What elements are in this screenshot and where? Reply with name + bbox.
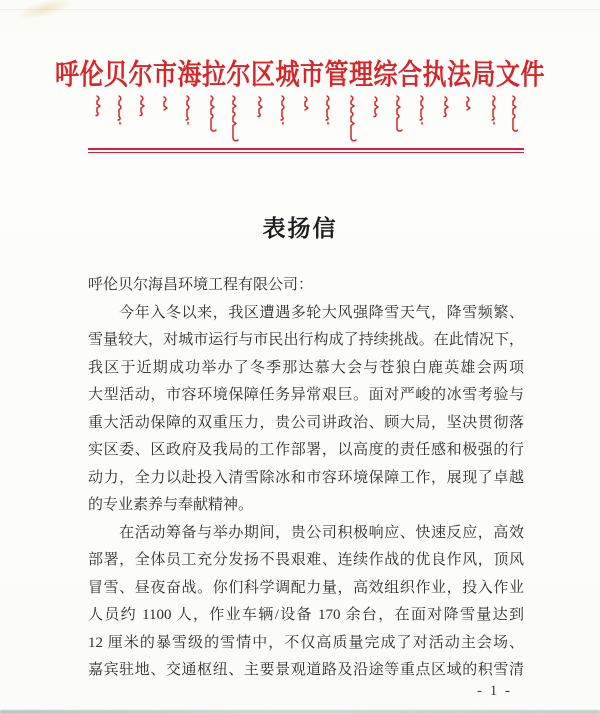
- body-text-line: 动力，全力以赴投入清雪除冰和市容环境保障工作，展现了卓越: [88, 469, 524, 486]
- body-text-line: 我区于近期成功举办了冬季那达慕大会与苍狼白鹿英雄会两项: [88, 359, 524, 376]
- body-text-line: 在活动筹备与举办期间，贵公司积极响应、快速反应，高效: [88, 524, 524, 541]
- mongolian-script-row: [86, 95, 518, 147]
- body-text-line: 12 厘米的暴雪级的雪情中，不仅高质量完成了对活动主会场、: [88, 634, 524, 651]
- body-text-line: 部署，全体员工充分发扬不畏艰难、连续作战的优良作风，顶风: [88, 552, 524, 568]
- salutation: 呼伦贝尔海昌环境工程有限公司：: [88, 277, 314, 293]
- header-divider-line: [88, 148, 524, 153]
- paragraph-1: [88, 300, 524, 520]
- body-text-line: 大型活动，市容环境保障任务异常艰巨。面对严峻的冰雪考验与: [88, 387, 524, 403]
- body-text-line: 冒雪、昼夜奋战。你们科学调配力量，高效组织作业，投入作业: [88, 579, 524, 596]
- body-text-line: 今年入冬以来，我区遭遇多轮大风强降雪天气，降雪频繁、: [88, 304, 524, 321]
- body-text-line: 的专业素养与奉献精神。: [88, 497, 254, 513]
- document-body: [88, 272, 524, 685]
- body-text-line: 嘉宾驻地、交通枢纽、主要景观道路及沿途等重点区域的积雪清: [88, 662, 524, 678]
- body-text-line: 雪量较大，对城市运行与市民出行构成了持续挑战。在此情况下，: [88, 332, 524, 348]
- page-number: - 1 -: [477, 683, 512, 699]
- body-text-line: 实区委、区政府及我局的工作部署，以高度的责任感和极强的行: [88, 442, 524, 458]
- body-text-line: 人员约 1100 人，作业车辆/设备 170 余台，在面对降雪量达到: [88, 607, 524, 623]
- document-header-org-title: 呼伦贝尔市海拉尔区城市管理综合执法局文件: [55, 59, 545, 92]
- paragraph-2: [88, 520, 524, 685]
- scan-top-edge: [0, 9, 600, 10]
- scan-bottom-edge: [0, 710, 600, 714]
- body-text-line: 重大活动保障的双重压力，贵公司讲政治、顾大局，坚决贯彻落: [88, 414, 524, 431]
- document-title: 表扬信: [262, 216, 338, 241]
- scan-corner-smudge: [15, 0, 75, 24]
